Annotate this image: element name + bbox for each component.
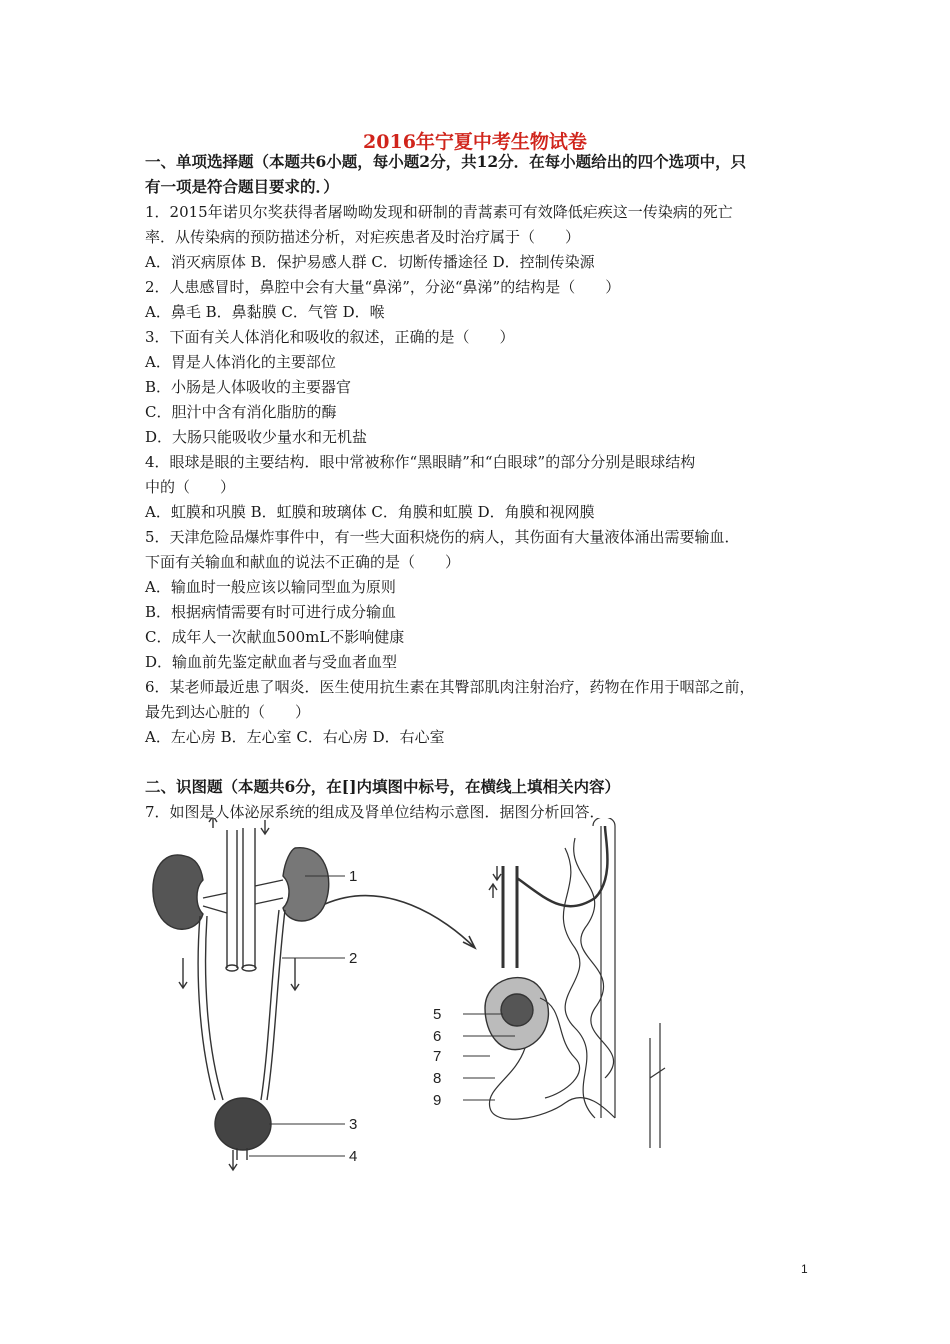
- question-1-options: A．消灭病原体 B．保护易感人群 C．切断传播途径 D．控制传染源: [145, 253, 595, 271]
- question-5-stem: 5．天津危险品爆炸事件中，有一些大面积烧伤的病人，其伤面有大量液体涌出需要输血．: [145, 528, 740, 546]
- figure-label-4: 4: [349, 1148, 358, 1165]
- question-3-option-b: B．小肠是人体吸收的主要器官: [145, 378, 352, 396]
- figure-label-3: 3: [349, 1116, 358, 1133]
- question-6-options: A．左心房 B．左心室 C．右心房 D．右心室: [145, 728, 445, 746]
- question-1-stem: 1．2015年诺贝尔奖获得者屠呦呦发现和研制的青蒿素可有效降低疟疾这一传染病的死亡: [145, 203, 733, 221]
- figure-label-7: 7: [433, 1048, 442, 1065]
- urinary-system-figure: [145, 818, 690, 1180]
- question-3-option-a: A．胃是人体消化的主要部位: [145, 353, 336, 371]
- section-2-heading: 二、识图题（本题共6分，在[]内填图中标号，在横线上填相关内容）: [145, 777, 620, 796]
- question-4-stem-cont: 中的（ ）: [145, 478, 236, 496]
- question-5-option-a: A．输血时一般应该以输同型血为原则: [145, 578, 396, 596]
- section-1-heading: 一、单项选择题（本题共6小题，每小题2分，共12分．在每小题给出的四个选项中，只: [145, 152, 747, 171]
- figure-label-8: 8: [433, 1070, 442, 1087]
- question-2-options: A．鼻毛 B．鼻黏膜 C．气管 D．喉: [145, 303, 385, 321]
- figure-label-2: 2: [349, 950, 358, 967]
- question-1-stem-cont: 率．从传染病的预防描述分析，对疟疾患者及时治疗属于（ ）: [145, 228, 581, 246]
- question-4-stem: 4．眼球是眼的主要结构．眼中常被称作“黑眼睛”和“白眼球”的部分分别是眼球结构: [145, 453, 696, 471]
- question-2-stem: 2．人患感冒时，鼻腔中会有大量“鼻涕”，分泌“鼻涕”的结构是（ ）: [145, 278, 621, 296]
- urinary-system-drawing: [153, 818, 475, 1170]
- figure-label-9: 9: [433, 1092, 442, 1109]
- question-6-stem-cont: 最先到达心脏的（ ）: [145, 703, 311, 721]
- section-1-heading-cont: 有一项是符合题目要求的．）: [145, 177, 339, 196]
- question-7-stem: 7．如图是人体泌尿系统的组成及肾单位结构示意图．据图分析回答．: [145, 803, 605, 821]
- question-4-options: A．虹膜和巩膜 B．虹膜和玻璃体 C．角膜和虹膜 D．角膜和视网膜: [145, 503, 595, 521]
- figure-label-1: 1: [349, 868, 358, 885]
- question-3-option-d: D．大肠只能吸收少量水和无机盐: [145, 428, 368, 446]
- question-3-stem: 3．下面有关人体消化和吸收的叙述，正确的是（ ）: [145, 328, 515, 346]
- question-5-stem-cont: 下面有关输血和献血的说法不正确的是（ ）: [145, 553, 461, 571]
- question-6-stem: 6．某老师最近患了咽炎．医生使用抗生素在其臀部肌肉注射治疗，药物在作用于咽部之前，: [145, 678, 755, 696]
- page-title: 2016年宁夏中考生物试卷: [363, 131, 587, 153]
- figure-label-5: 5: [433, 1006, 442, 1023]
- question-3-option-c: C．胆汁中含有消化脂肪的酶: [145, 403, 337, 421]
- question-5-option-c: C．成年人一次献血500mL不影响健康: [145, 628, 405, 646]
- question-5-option-b: B．根据病情需要有时可进行成分输血: [145, 603, 397, 621]
- question-5-option-d: D．输血前先鉴定献血者与受血者血型: [145, 653, 398, 671]
- figure-label-6: 6: [433, 1028, 442, 1045]
- nephron-drawing: [463, 818, 665, 1148]
- page-number: 1: [801, 1262, 808, 1276]
